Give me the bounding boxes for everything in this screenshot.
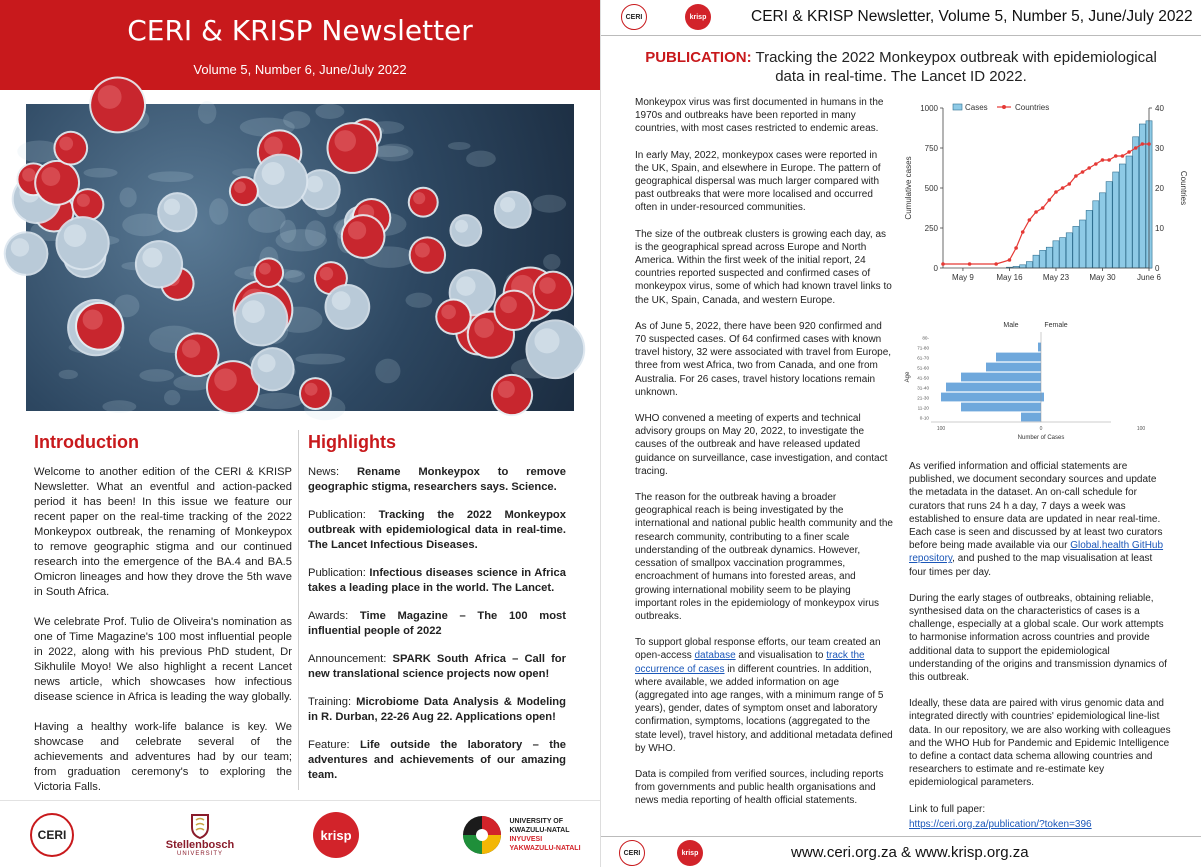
virion-highlight (500, 296, 517, 313)
ceri-logo-icon: CERI (30, 813, 74, 857)
virion-highlight (456, 276, 475, 295)
github-repository-link[interactable]: Global.health GitHub repository (909, 540, 1164, 565)
male-bar (961, 403, 1041, 412)
y2-axis-label: Countries (1179, 170, 1188, 206)
y-tick-label: 500 (924, 184, 938, 193)
text-run: and visualisation to (735, 650, 827, 662)
virion-highlight (59, 137, 73, 151)
cases-bar (1133, 137, 1139, 268)
highlight-label: Announcement: (308, 653, 393, 665)
krisp-logo[interactable] (306, 811, 366, 859)
virion-highlight (258, 354, 276, 372)
countries-point (1008, 258, 1012, 262)
ukzn-crest-icon (461, 810, 503, 860)
x-tick-label: May 16 (996, 273, 1023, 282)
virion-highlight (348, 221, 366, 239)
countries-point (1061, 186, 1065, 190)
virion-highlight (64, 224, 87, 247)
female-title: Female (1044, 322, 1068, 329)
background-particle (209, 198, 228, 225)
legend-countries-label: Countries (1015, 103, 1050, 112)
virion-highlight (41, 167, 60, 186)
page-footer (601, 836, 1201, 867)
cases-bar (1060, 238, 1066, 268)
highlight-label: Publication: (308, 567, 370, 579)
article-paragraph: As of June 5, 2022, there have been 920 confirmed and 70 suspected cases. Of 64 confirmed cases with known travel history, 32 were associated with travel from Europe, three from west Africa, two from Canada, and one from Australia. For 26 cases, travel history locations remain unknown. (635, 320, 892, 398)
age-sex-pyramid-chart (901, 318, 1146, 444)
countries-point (1014, 246, 1018, 250)
cases-bar (1126, 156, 1132, 268)
age-tick-label: 51-60 (917, 365, 929, 371)
stellenbosch-crest-icon (189, 813, 211, 839)
background-particle (533, 195, 567, 213)
article-paragraph: During the early stages of outbreaks, obtaining reliable, synthesised data on the characteristics of cases is a challenge, especially at a global scale. Our work attempts to harmonise information across countries and provide additional data to support the epidemiological understanding of the origins and transmission dynamics of this outbreak. (909, 592, 1167, 684)
cases-bar (1079, 220, 1085, 268)
stellenbosch-logo[interactable] (160, 805, 240, 865)
male-bar (1038, 343, 1041, 352)
column-divider (298, 430, 299, 790)
virion-highlight (498, 381, 515, 398)
virion-highlight (259, 263, 271, 275)
cases-bar (1113, 172, 1119, 268)
stellenbosch-name: Stellenbosch (165, 839, 235, 851)
female-bar (1041, 393, 1044, 402)
virion-highlight (474, 318, 494, 338)
x-tick-label: June 6 (1136, 273, 1162, 282)
background-particle (295, 354, 345, 365)
virion-highlight (11, 238, 29, 256)
virion-highlight (534, 328, 559, 353)
highlight-item[interactable] (308, 566, 566, 596)
intro-paragraph: We celebrate Prof. Tulio de Oliveira's nomination as one of Time Magazine's 100 most influential people in 2022, along with his previous PhD student, Dr Sikhulile Moyo! We also highlight a recent Lancet news article, which showcases how infectious disease science in Africa is leading the way globally. (34, 616, 292, 703)
cases-bar (1033, 255, 1039, 268)
publication-title (631, 48, 1171, 86)
website-links[interactable]: www.ceri.org.za & www.krisp.org.za (791, 844, 1029, 861)
cases-bar (1066, 233, 1072, 268)
ceri-logo[interactable] (22, 811, 82, 859)
countries-point (1087, 166, 1091, 170)
countries-point (1021, 230, 1025, 234)
cases-bar (1020, 265, 1026, 268)
cases-bar (1093, 201, 1099, 268)
male-bar (1021, 413, 1041, 422)
background-particle (251, 393, 302, 409)
y2-tick-label: 30 (1155, 144, 1164, 153)
track-cases-link[interactable]: track the occurrence of cases (635, 650, 865, 675)
highlight-item[interactable] (308, 465, 566, 495)
background-particle (543, 254, 560, 270)
article-paragraph (909, 460, 1171, 579)
virion-highlight (320, 267, 333, 280)
virion-highlight (262, 162, 285, 185)
countries-point (1147, 142, 1151, 146)
page-header (601, 0, 1201, 36)
intro-paragraph: Welcome to another edition of the CERI & KRISP Newsletter. What an eventful and action-packed period it has been! In this issue we feature our recent paper on the real-time tracking of the 2022 Monkeypox outbreak, the renaming of Monkeypox to remove geographic stigma and our continued research into the emergence of the BA.4 and BA.5 Omicron lineages and how they drove the 5th wave in South Africa. (34, 466, 292, 598)
highlights-section (308, 430, 566, 796)
y-tick-label: 1000 (920, 104, 938, 113)
highlight-item[interactable] (308, 609, 566, 639)
virion-highlight (500, 197, 515, 212)
background-particle (148, 171, 194, 182)
male-bar (986, 363, 1041, 372)
highlight-text: Microbiome Data Analysis & Modeling in R. Durban, 22-26 Aug 22. Applications open! (308, 696, 566, 723)
monkeypox-micrograph-image (26, 104, 574, 411)
highlight-text: Infectious diseases science in Africa takes a leading place in the world. The Lancet. (308, 567, 566, 594)
y-axis-label: Age (905, 371, 911, 383)
virion-highlight (182, 340, 200, 358)
micrograph-illustration (26, 104, 574, 411)
article-column-right (909, 460, 1171, 831)
countries-point (994, 262, 998, 266)
legend-cases-swatch (953, 104, 962, 110)
y-tick-label: 250 (924, 224, 938, 233)
virion-highlight (334, 130, 356, 152)
cases-bar (1106, 182, 1112, 268)
background-particle (164, 390, 180, 405)
y2-tick-label: 10 (1155, 224, 1164, 233)
background-particle (102, 400, 136, 413)
y2-tick-label: 0 (1155, 264, 1160, 273)
virion-highlight (455, 220, 468, 233)
highlight-label: News: (308, 466, 357, 478)
virion-highlight (164, 199, 180, 215)
countries-point (1048, 198, 1052, 202)
virion-highlight (234, 181, 246, 193)
ukzn-line: INYUVESI (509, 836, 543, 843)
text-run: in different countries. In addition, where available, we added information on age (aggregated into age ranges, with a minimum range of 5 years), gender, dates of symptom onset and laboratory confirmation, symptoms, locations (aggregated to the state level), travel history, and additional metadata defined by WHO. (635, 663, 893, 754)
ukzn-line: KWAZULU-NATAL (509, 827, 570, 834)
article-paragraph: Data is compiled from verified sources, including reports from governments and public health organisations and news media reporting of health official statements. (635, 768, 884, 807)
background-particle (406, 293, 433, 308)
countries-point (1034, 210, 1038, 214)
highlight-label: Publication: (308, 509, 379, 521)
countries-point (1041, 206, 1045, 210)
newsletter-title: CERI & KRISP Newsletter (127, 14, 473, 47)
virion-highlight (332, 291, 351, 310)
virion-highlight (98, 85, 122, 109)
krisp-logo-icon: krisp (313, 812, 359, 858)
age-tick-label: 71-80 (917, 345, 929, 351)
background-particle (59, 370, 78, 379)
age-tick-label: 0-10 (919, 415, 929, 421)
countries-point (1101, 158, 1105, 162)
cases-bar (1026, 262, 1032, 268)
background-particle (120, 187, 137, 207)
countries-point (1134, 146, 1138, 150)
background-particle (139, 369, 174, 382)
highlights-heading: Highlights (308, 432, 396, 452)
introduction-heading: Introduction (34, 432, 139, 452)
virion-highlight (214, 368, 237, 391)
right-page (600, 0, 1200, 867)
cumulative-cases-chart (901, 98, 1191, 290)
highlight-text: Rename Monkeypox to remove geographic stigma, researchers says. Science. (308, 466, 566, 493)
male-title: Male (1003, 322, 1019, 329)
highlight-text: Life outside the laboratory – the adventures and achievements of our amazing team. (308, 739, 566, 781)
article-paragraph: The reason for the outbreak having a broader geographical reach is being investigated by the international and national public health community and the research community, contributing to a finer scale understanding of the outbreak dynamics. However, cessation of smallpox vaccination programmes, encroachment of humans into forested areas, and growing international mobility seem to be playing important roles in the epidemiology of monkeypox virus outbreaks. (635, 492, 893, 622)
stellenbosch-sub: UNIVERSITY (176, 851, 223, 857)
countries-point (1107, 158, 1111, 162)
male-bar (941, 393, 1041, 402)
ukzn-name (509, 817, 580, 853)
database-link[interactable]: database (694, 650, 736, 662)
publication-title-text: Tracking the 2022 Monkeypox outbreak with epidemiological data in real-time. The Lancet ID 2022. (751, 49, 1157, 85)
virion-highlight (413, 192, 425, 204)
background-particle (375, 359, 400, 384)
partner-logo-bar (0, 800, 600, 867)
background-particle (198, 101, 216, 124)
virion-highlight (142, 248, 162, 268)
y-tick-label: 0 (933, 264, 938, 273)
virion-highlight (306, 176, 323, 193)
ceri-logo-small[interactable]: CERI (621, 4, 647, 30)
full-paper-link[interactable]: https://ceri.org.za/publication/?token=396 (909, 818, 1092, 830)
male-bar (961, 373, 1041, 382)
virion-highlight (264, 137, 283, 156)
left-page (0, 0, 600, 867)
age-tick-label: 80- (922, 335, 929, 341)
ukzn-line: UNIVERSITY OF (509, 818, 564, 825)
ukzn-logo[interactable] (456, 807, 586, 863)
y2-tick-label: 40 (1155, 104, 1164, 113)
background-particle (84, 168, 118, 178)
legend-cases-label: Cases (965, 103, 988, 112)
countries-point (968, 262, 972, 266)
highlight-label: Training: (308, 696, 357, 708)
krisp-logo-small[interactable]: krisp (685, 4, 711, 30)
newsletter-issue: Volume 5, Number 6, June/July 2022 (193, 62, 407, 77)
y2-tick-label: 20 (1155, 184, 1164, 193)
cases-bar (1099, 193, 1105, 268)
x-tick-label: 100 (1136, 426, 1146, 432)
male-bar (946, 383, 1041, 392)
countries-point (1074, 174, 1078, 178)
article-paragraph (635, 636, 893, 755)
intro-paragraph: Having a healthy work-life balance is key. We showcase and celebrate several of the achievements and adventures had by our team; from graduation ceremony's to exploring the Victoria Falls. (34, 721, 292, 793)
introduction-section (34, 430, 292, 810)
age-tick-label: 61-70 (917, 355, 929, 361)
x-tick-label: 100 (936, 426, 946, 432)
highlight-text: Time Magazine – The 100 most influential people of 2022 (308, 610, 567, 637)
age-tick-label: 31-40 (917, 385, 929, 391)
krisp-logo-small[interactable]: krisp (677, 840, 703, 866)
age-tick-label: 41-50 (917, 375, 929, 381)
x-tick-label: May 23 (1042, 273, 1070, 282)
virion-highlight (83, 309, 103, 329)
highlight-item[interactable] (308, 738, 566, 783)
highlight-text: SPARK South Africa – Call for new translational science projects now open! (308, 653, 566, 680)
full-paper-label: Link to full paper: (909, 803, 986, 815)
background-particle (315, 104, 344, 119)
highlight-label: Feature: (308, 739, 361, 751)
highlight-text: Tracking the 2022 Monkeypox outbreak with epidemiological data in real-time. The Lancet Infectious Diseases. (308, 509, 566, 551)
age-tick-label: 11-20 (917, 405, 929, 411)
male-bar (996, 353, 1041, 362)
text-run: , and pushed to the map visualisation at least four times per day. (909, 553, 1153, 578)
background-particle (276, 229, 327, 251)
highlight-label: Awards: (308, 610, 360, 622)
publication-label: PUBLICATION: (645, 49, 752, 66)
countries-point (1141, 142, 1145, 146)
cases-bar (1073, 226, 1079, 268)
article-paragraph: Monkeypox virus was first documented in humans in the 1970s and outbreaks have been reported in many countries, with most cases restricted to endemic areas. (635, 97, 884, 135)
background-particle (248, 207, 286, 233)
page-header-title: CERI & KRISP Newsletter, Volume 5, Number 5, June/July 2022 (751, 8, 1193, 25)
countries-point (1121, 154, 1125, 158)
countries-point (1094, 162, 1098, 166)
x-tick-label: 0 (1039, 426, 1043, 432)
x-axis-label: Number of Cases (1017, 435, 1065, 441)
y-tick-label: 750 (924, 144, 938, 153)
countries-point (941, 262, 945, 266)
countries-point (1081, 170, 1085, 174)
virion-highlight (22, 168, 35, 181)
cases-bar (1040, 250, 1046, 268)
cases-bar (1119, 164, 1125, 268)
background-particle (466, 151, 496, 167)
article-column-left (635, 96, 893, 821)
highlight-item[interactable] (308, 652, 566, 682)
y-axis-label: Cumulative cases (904, 156, 913, 220)
article-paragraph: Ideally, these data are paired with virus genomic data and integrated directly with countries' epidemiological line-list data. In our repository, we are also working with colleagues and the WHO Hub for Pandemic and Epidemic Intelligence to define a contact data schema allowing countries and researchers to estimate and re-estimate key epidemiological parameters. (909, 698, 1171, 789)
highlight-item[interactable] (308, 695, 566, 725)
background-particle (448, 142, 471, 150)
countries-point (1127, 150, 1131, 154)
article-paragraph: WHO convened a meeting of experts and technical advisory groups on May 20, 2022, to investigate the causes of the outbreak and have released updated guidance on surveillance, case investigation, and contact tracing. (635, 413, 888, 477)
highlight-item[interactable] (308, 508, 566, 553)
article-paragraph: In early May, 2022, monkeypox cases were reported in the UK, Spain, and elsewhere in Europe. The pattern of geographical dispersal was much larger compared with past outbreaks that were more localised and occurred often in under-resourced communities. (635, 149, 881, 214)
ukzn-line: YAKWAZULU-NATALI (509, 845, 581, 852)
cases-bar (1053, 241, 1059, 268)
virion-highlight (441, 305, 456, 320)
countries-point (1067, 182, 1071, 186)
countries-point (1028, 218, 1032, 222)
virion-highlight (539, 277, 556, 294)
legend-countries-point (1002, 105, 1006, 109)
text-run: To support global response efforts, our team created an open-access (635, 637, 881, 662)
text-run: As verified information and official statements are published, we document secondary sources and update the metadata in the dataset. An on-call schedule for curators that runs 24 h a day, 7 days a week was established to ensure data are updated in near real-time. Each case is seen and discussed by at least two curators before being made available via our (909, 461, 1163, 552)
countries-point (1114, 154, 1118, 158)
cases-bar (1046, 247, 1052, 268)
virion-highlight (77, 194, 90, 207)
cases-bar (1086, 210, 1092, 268)
x-tick-label: May 30 (1089, 273, 1116, 282)
x-tick-label: May 9 (952, 273, 974, 282)
countries-point (1054, 190, 1058, 194)
virion-highlight (242, 300, 265, 323)
article-paragraph: The size of the outbreak clusters is growing each day, as is the geographical spread across Europe and North America. Within the first week of the initial report, 24 countries reported suspected and confirmed cases of monkeypox virus, some of which had known travel links to the UK, Spain, Canada, and western Europe. (635, 228, 892, 306)
newsletter-banner (0, 0, 600, 90)
virion-highlight (305, 383, 318, 396)
virion-highlight (415, 243, 430, 258)
ceri-logo-small[interactable]: CERI (619, 840, 645, 866)
age-tick-label: 21-30 (917, 395, 929, 401)
